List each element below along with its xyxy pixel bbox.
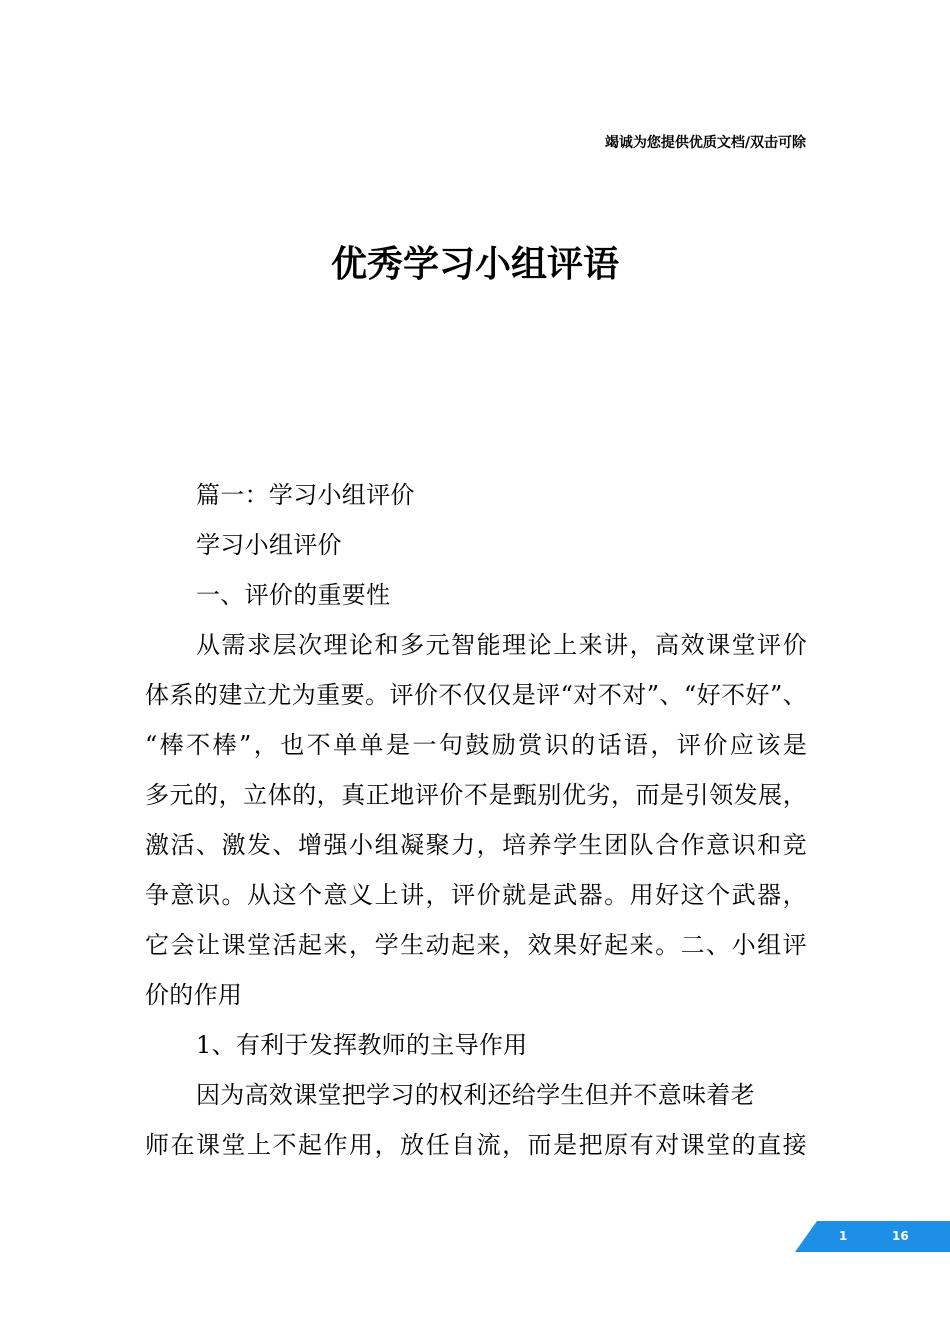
paragraph-line: 激活、激发、增强小组凝聚力，培养学生团队合作意识和竞 [145,831,807,859]
section-heading: 篇一：学习小组评价 [196,481,415,509]
subheading: 学习小组评价 [196,531,342,559]
page-total: 16 [892,1229,909,1243]
document-title: 优秀学习小组评语 [330,244,619,285]
header-note: 竭诚为您提供优质文档/双击可除 [604,135,806,151]
paragraph-line: 价的作用 [145,981,243,1009]
paragraph-line: 因为高效课堂把学习的权利还给学生但并不意味着老 [196,1081,755,1109]
paragraph-line: 师在课堂上不起作用，放任自流，而是把原有对课堂的直接 [145,1131,807,1159]
document-body [145,470,807,1170]
subheading: 一、评价的重要性 [196,581,391,609]
paragraph-line: 争意识。从这个意义上讲，评价就是武器。用好这个武器， [145,881,807,909]
paragraph-line: 多元的，立体的，真正地评价不是甄别优劣，而是引领发展， [145,781,807,809]
paragraph-line: 从需求层次理论和多元智能理论上来讲，高效课堂评价 [196,631,807,659]
page-current: 1 [839,1229,848,1243]
page-number-tab [795,1221,950,1252]
subheading: 1、有利于发挥教师的主导作用 [196,1031,528,1059]
paragraph-line: “棒不棒”，也不单单是一句鼓励赏识的话语，评价应该是 [145,731,807,759]
paragraph-line: 体系的建立尤为重要。评价不仅仅是评“对不对”、“好不好”、 [145,681,807,709]
paragraph-line: 它会让课堂活起来，学生动起来，效果好起来。二、小组评 [145,931,807,959]
